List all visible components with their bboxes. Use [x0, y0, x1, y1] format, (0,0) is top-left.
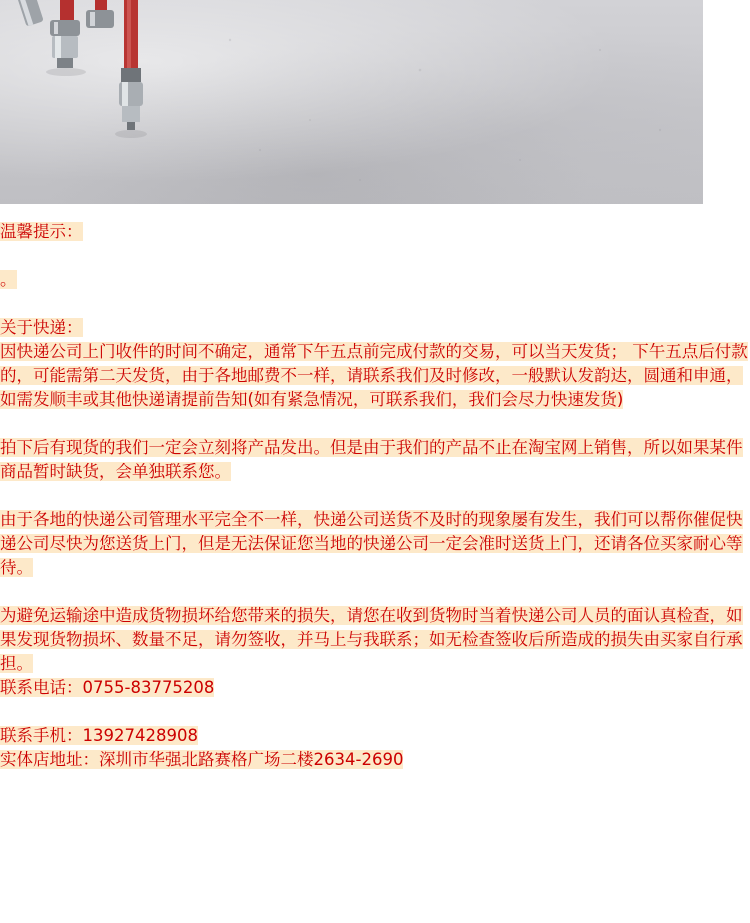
store-address: 实体店地址：深圳市华强北路赛格广场二楼2634-2690: [0, 750, 404, 769]
bnc-connector-right: [119, 68, 143, 130]
damage-text: 为避免运输途中造成货物损坏给您带来的损失，请您在收到货物时当着快递公司人员的面认真检查，如果发现货物损坏、数量不足，请勿签收，并马上与我联系；如无检查签收后所造成的损失由买家自行承担。: [0, 606, 743, 673]
stock-text: 拍下后有现货的我们一定会立刻将产品发出。但是由于我们的产品不止在淘宝网上销售，所以如果某件商品暂时缺货，会单独联系您。: [0, 438, 743, 481]
contact-mobile: 联系手机：13927428908: [0, 726, 198, 745]
notice-dot: 。: [0, 270, 17, 289]
product-photo: [0, 0, 703, 204]
express-text: 因快递公司上门收件的时间不确定，通常下午五点前完成付款的交易，可以当天发货； 下午五点后付款的，可能需第二天发货，由于各地邮费不一样，请联系我们及时修改，一般默认发韵达，圆通和申通，如需发顺丰或其他快递请提前告知(如有紧急情况，可联系我们，我们会尽力快速发货): [0, 342, 748, 409]
express-title: 关于快递：: [0, 318, 83, 337]
bnc-connectors-illustration: [0, 0, 703, 204]
notice-title: 温馨提示：: [0, 222, 83, 241]
shop-notice: [0, 220, 750, 772]
bnc-connector-left: [50, 20, 80, 68]
contact-phone: 联系电话：0755-83775208: [0, 678, 215, 697]
delivery-text: 由于各地的快递公司管理水平完全不一样，快递公司送货不及时的现象屡有发生，我们可以帮你催促快递公司尽快为您送货上门，但是无法保证您当地的快递公司一定会准时送货上门，还请各位买家耐心等待。: [0, 510, 743, 577]
